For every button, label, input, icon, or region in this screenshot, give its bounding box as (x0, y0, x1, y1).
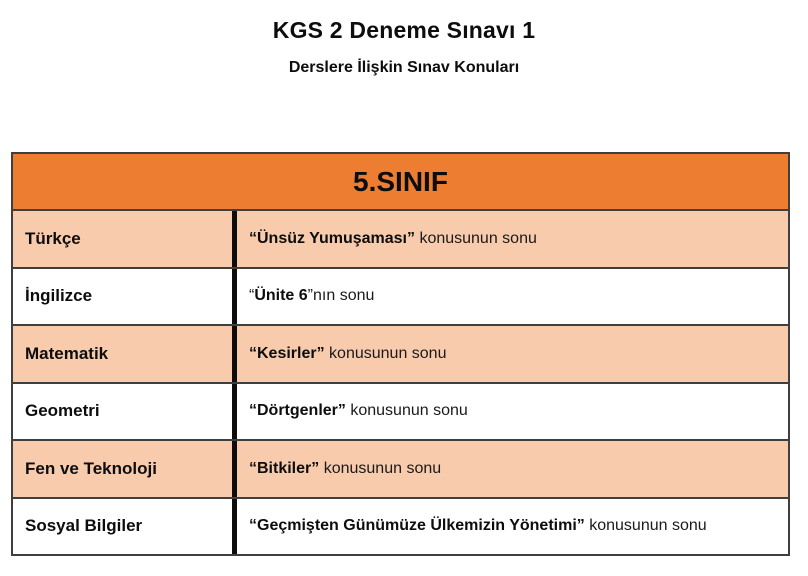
course-name-cell: Sosyal Bilgiler (13, 499, 237, 555)
topic-post: konusunun sonu (319, 459, 442, 477)
topic-bold: “Geçmişten Günümüze Ülkemizin Yönetimi” (249, 517, 585, 535)
course-name-cell: İngilizce (13, 269, 237, 325)
topic-pre: “ (249, 287, 255, 305)
topic-cell (237, 384, 788, 440)
topic-bold: Ünite 6 (254, 287, 308, 305)
table-row (13, 497, 788, 555)
topic-bold: “Ünsüz Yumuşaması” (249, 229, 415, 247)
topic-cell (237, 326, 788, 382)
table-row (13, 439, 788, 497)
topic-bold: “Dörtgenler” (249, 402, 346, 420)
topic-cell (237, 499, 788, 555)
topic-cell (237, 211, 788, 267)
topic-cell (237, 269, 788, 325)
page-title: KGS 2 Deneme Sınavı 1 (272, 17, 536, 43)
course-name-cell: Matematik (13, 326, 237, 382)
topic-post: konusunun sonu (414, 229, 537, 247)
topic-cell (237, 441, 788, 497)
course-name-cell: Fen ve Teknoloji (13, 441, 237, 497)
topic-bold: “Kesirler” (249, 344, 325, 362)
table-header-grade: 5.SINIF (13, 154, 788, 209)
topic-post: konusunun sonu (584, 517, 707, 535)
topic-bold: “Bitkiler” (249, 459, 320, 477)
table-row (13, 209, 788, 267)
course-name-cell: Türkçe (13, 211, 237, 267)
topic-post: ”nın sonu (307, 287, 375, 305)
page-subtitle: Derslere İlişkin Sınav Konuları (288, 59, 520, 76)
topic-post: konusunun sonu (345, 402, 468, 420)
topic-post: konusunun sonu (324, 344, 447, 362)
table-row (13, 382, 788, 440)
table-row (13, 324, 788, 382)
exam-topics-table (11, 152, 790, 556)
course-name-cell: Geometri (13, 384, 237, 440)
table-row (13, 267, 788, 325)
